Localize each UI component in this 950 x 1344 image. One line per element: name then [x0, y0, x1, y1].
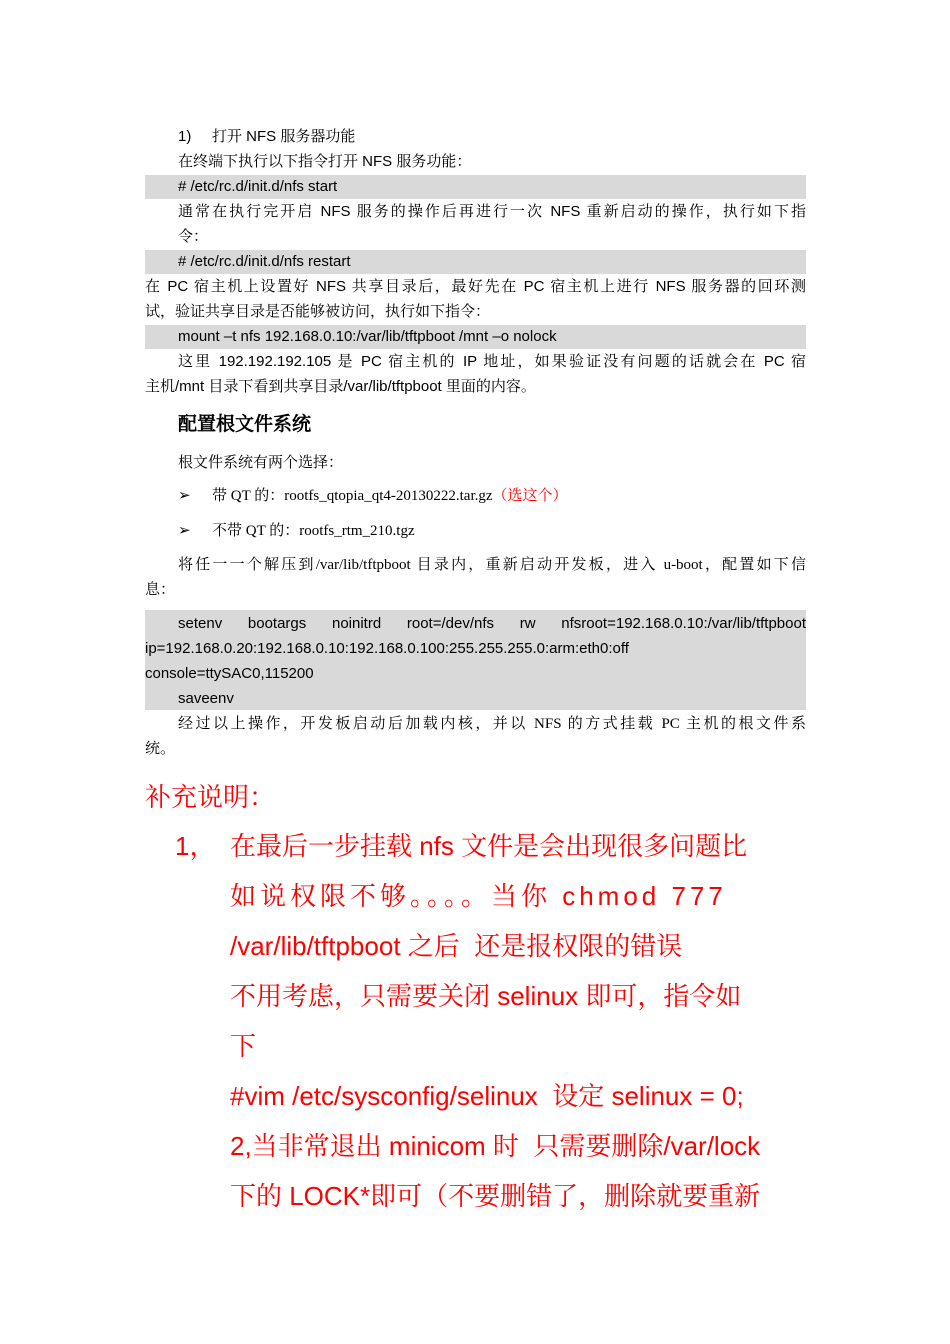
- supplement-item1-number: 1，: [175, 831, 216, 861]
- command-nfs-restart: # /etc/rc.d/init.d/nfs restart: [178, 253, 351, 270]
- step1-title: 打开 NFS 服务器功能: [212, 128, 356, 145]
- command-setenv-line2: ip=192.168.0.20:192.168.0.10:192.168.0.100:255.255.255.0:arm:eth0:off: [145, 640, 629, 657]
- supplement-item2-line2: 下的 LOCK*即可（不要删错了，删除就要重新: [230, 1181, 761, 1211]
- supplement-item1-line1: 在最后一步挂载 nfs 文件是会出现很多问题比: [230, 831, 748, 861]
- result-paragraph-line1: 经过以上操作，开发板启动后加载内核，并以 NFS 的方式挂载 PC 主机的根文件系: [178, 716, 806, 732]
- result-paragraph-line2: 统。: [145, 741, 176, 757]
- command-saveenv: saveenv: [178, 690, 234, 707]
- command-setenv-line3: console=ttySAC0,115200: [145, 665, 314, 682]
- bullet-arrow-icon: ➢: [178, 488, 191, 504]
- loopback-paragraph-line1: 在 PC 宿主机上设置好 NFS 共享目录后，最好先在 PC 宿主机上进行 NFS 服务器的回环测: [145, 278, 806, 295]
- restart-description-line2: 令：: [178, 228, 209, 245]
- command-setenv-line1: setenv bootargs noinitrd root=/dev/nfs rw nfsroot=192.168.0.10:/var/lib/tftpboot: [178, 615, 806, 632]
- step1-number: 1): [178, 128, 192, 145]
- rootfs-heading: 配置根文件系统: [178, 414, 312, 435]
- command-nfs-start: # /etc/rc.d/init.d/nfs start: [178, 178, 338, 195]
- supplement-item1-line3: /var/lib/tftpboot 之后 还是报权限的错误: [230, 931, 683, 961]
- rootfs-intro: 根文件系统有两个选择：: [178, 455, 344, 471]
- restart-description-line1: 通常在执行完开启 NFS 服务的操作后再进行一次 NFS 重新启动的操作，执行如下指: [178, 203, 806, 220]
- bullet-arrow-icon: ➢: [178, 523, 191, 539]
- supplement-item1-line2: 如说权限不够。。。。当你 chmod 777: [230, 881, 727, 911]
- supplement-item1-line4: 不用考虑，只需要关闭 selinux 即可，指令如: [230, 981, 742, 1011]
- step1-description: 在终端下执行以下指令打开 NFS 服务功能：: [178, 153, 472, 170]
- extract-instruction-line1: 将任一一个解压到/var/lib/tftpboot 目录内，重新启动开发板，进入 u-boot，配置如下信: [178, 557, 806, 573]
- rootfs-option1: [212, 485, 568, 507]
- ip-note-line2: 主机/mnt 目录下看到共享目录/var/lib/tftpboot 里面的内容。: [145, 378, 536, 395]
- rootfs-option2: 不带 QT 的：rootfs_rtm_210.tgz: [212, 523, 415, 539]
- supplement-item1-line6: #vim /etc/sysconfig/selinux 设定 selinux = 0;: [230, 1081, 744, 1111]
- rootfs-option1-note: （选这个）: [492, 488, 568, 504]
- supplement-item2-line1: 2,当非常退出 minicom 时 只需要删除/var/lock: [230, 1131, 761, 1161]
- loopback-paragraph-line2: 试，验证共享目录是否能够被访问，执行如下指令：: [145, 303, 491, 320]
- extract-instruction-line2: 息：: [145, 582, 176, 598]
- supplement-item1-line5: 下: [230, 1031, 257, 1061]
- command-mount: mount –t nfs 192.168.0.10:/var/lib/tftpboot /mnt –o nolock: [178, 328, 557, 345]
- rootfs-option1-text: 带 QT 的：rootfs_qtopia_qt4-20130222.tar.gz: [212, 488, 493, 504]
- supplement-title: 补充说明：: [145, 782, 276, 812]
- ip-note-line1: 这里 192.192.192.105 是 PC 宿主机的 IP 地址，如果验证没有问题的话就会在 PC 宿: [178, 353, 806, 370]
